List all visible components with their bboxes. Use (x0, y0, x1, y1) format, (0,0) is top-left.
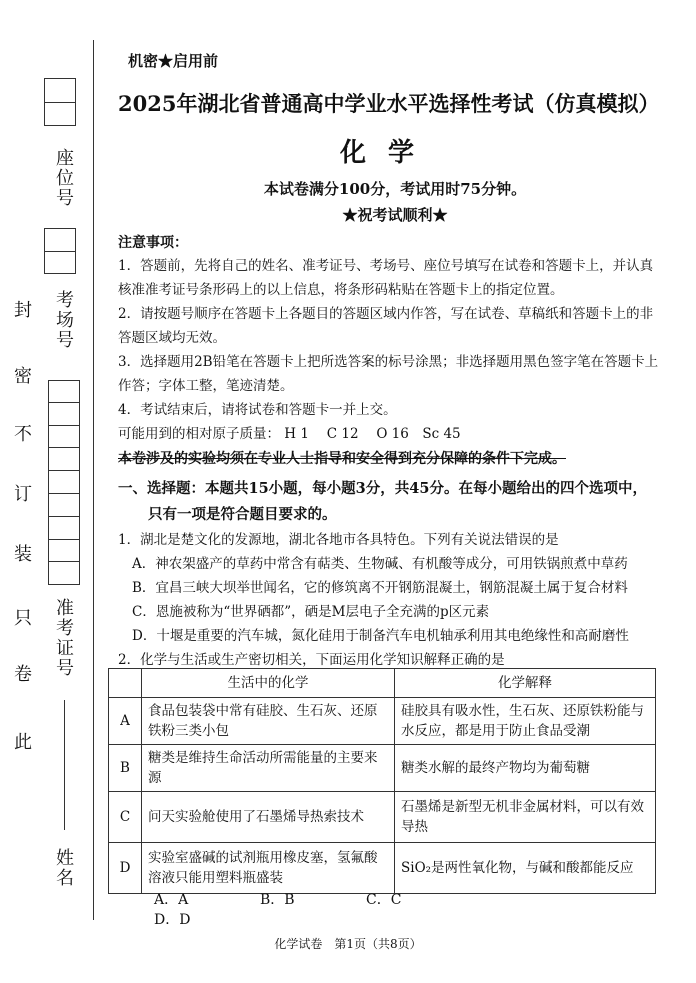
binding-line (93, 40, 94, 920)
row-label: D (109, 843, 142, 894)
choice-c[interactable]: C．C (366, 892, 402, 908)
question-1-option: C．恩施被称为“世界硒都”，硒是M层电子全充满的p区元素 (132, 604, 490, 620)
question-1-option: A．神农架盛产的草药中常含有萜类、生物碱、有机酸等成分，可用铁锅煎煮中草药 (132, 556, 628, 572)
notice-item: 4．考试结束后，请将试卷和答题卡一并上交。 (118, 402, 397, 418)
question-2-table (108, 668, 656, 894)
ticket-number-grid[interactable] (48, 380, 80, 585)
seal-char: 订 (14, 484, 32, 505)
name-label: 姓名 (53, 848, 74, 888)
choice-a[interactable]: A．A (154, 892, 189, 908)
row-life: 问天实验舱使用了石墨烯导热索技术 (142, 792, 395, 843)
question-1-stem: 1．湖北是楚文化的发源地，湖北各地市各具特色。下列有关说法错误的是 (118, 532, 559, 548)
exam-info: 本试卷满分100分，考试用时75分钟。 (263, 180, 527, 198)
row-explain: 糖类水解的最终产物均为葡萄糖 (395, 745, 656, 792)
row-explain: 硅胶具有吸水性，生石灰、还原铁粉能与水反应，都是用于防止食品受潮 (395, 698, 656, 745)
choice-b[interactable]: B．B (260, 892, 295, 908)
col-explain-header: 化学解释 (395, 669, 656, 698)
table-row (109, 792, 656, 843)
page-footer: 化学试卷 第1页（共8页） (274, 937, 422, 951)
notice-heading: 注意事项： (118, 235, 188, 251)
section-heading-line2: 只有一项是符合题目要求的。 (148, 506, 337, 523)
seal-char: 密 (14, 366, 32, 387)
table-header-row (109, 669, 656, 698)
seal-char: 只 (14, 608, 32, 629)
notice-item: 3．选择题用2B铅笔在答题卡上把所选答案的标号涂黑；非选择题用黑色签字笔在答题卡上作答；字体工整，笔迹清楚。 (118, 354, 659, 394)
choice-d[interactable]: D．D (154, 912, 191, 928)
seat-number-label: 座位号 (53, 148, 74, 208)
seal-char: 此 (14, 732, 32, 753)
col-life-header: 生活中的化学 (142, 669, 395, 698)
question-1 (118, 528, 678, 672)
row-explain: 石墨烯是新型无机非金属材料，可以有效导热 (395, 792, 656, 843)
ticket-number-label: 准考证号 (53, 598, 74, 678)
table-row (109, 698, 656, 745)
seal-char: 不 (14, 424, 32, 445)
row-explain: SiO₂是两性氧化物，与碱和酸都能反应 (395, 843, 656, 894)
subject-title: 化学 (340, 138, 437, 168)
table-row (109, 745, 656, 792)
row-life: 糖类是维持生命活动所需能量的主要来源 (142, 745, 395, 792)
section-heading-line1: 一、选择题：本题共15小题，每小题3分，共45分。在每小题给出的四个选项中， (118, 480, 647, 497)
seat-number-box[interactable] (44, 78, 76, 126)
safety-statement: 本卷涉及的实验均须在专业人士指导和安全得到充分保障的条件下完成。 (118, 451, 566, 467)
row-label: C (109, 792, 142, 843)
notice-list (118, 254, 663, 446)
question-1-option: D．十堰是重要的汽车城，氮化硅用于制备汽车电机轴承利用其电绝缘性和高耐磨性 (132, 628, 629, 644)
section-heading (118, 476, 668, 528)
confidential-label: 机密★启用前 (128, 52, 219, 70)
notice-item: 2．请按题号顺序在答题卡上各题目的答题区域内作答，写在试卷、草稿纸和答题卡上的非答题区域均无效。 (118, 306, 654, 346)
exam-room-box[interactable] (44, 228, 76, 274)
question-1-option: B．宜昌三峡大坝举世闻名，它的修筑离不开钢筋混凝土，钢筋混凝土属于复合材料 (132, 580, 628, 596)
table-row (109, 843, 656, 894)
notice-item: 1．答题前，先将自己的姓名、准考证号、考场号、座位号填写在试卷和答题卡上，并认真核准准考证号条形码上的以上信息，将条形码粘贴在答题卡上的指定位置。 (118, 258, 654, 298)
exam-room-label: 考场号 (53, 290, 74, 350)
row-label: B (109, 745, 142, 792)
ticket-underline (64, 700, 65, 830)
good-luck-line: ★祝考试顺利★ (342, 206, 448, 224)
exam-title: 2025年湖北省普通高中学业水平选择性考试（仿真模拟） (118, 91, 660, 116)
seal-char: 封 (14, 300, 32, 321)
row-life: 实验室盛碱的试剂瓶用橡皮塞，氢氟酸溶液只能用塑料瓶盛装 (142, 843, 395, 894)
question-2-choices (154, 889, 554, 929)
question-2-stem: 2．化学与生活或生产密切相关，下面运用化学知识解释正确的是 (118, 652, 505, 668)
row-label: A (109, 698, 142, 745)
atomic-mass-line: 可能用到的相对原子质量： H 1 C 12 O 16 Sc 45 (118, 426, 461, 442)
seal-char: 卷 (14, 664, 32, 685)
seal-char: 装 (14, 544, 32, 565)
row-life: 食品包装袋中常有硅胶、生石灰、还原铁粉三类小包 (142, 698, 395, 745)
